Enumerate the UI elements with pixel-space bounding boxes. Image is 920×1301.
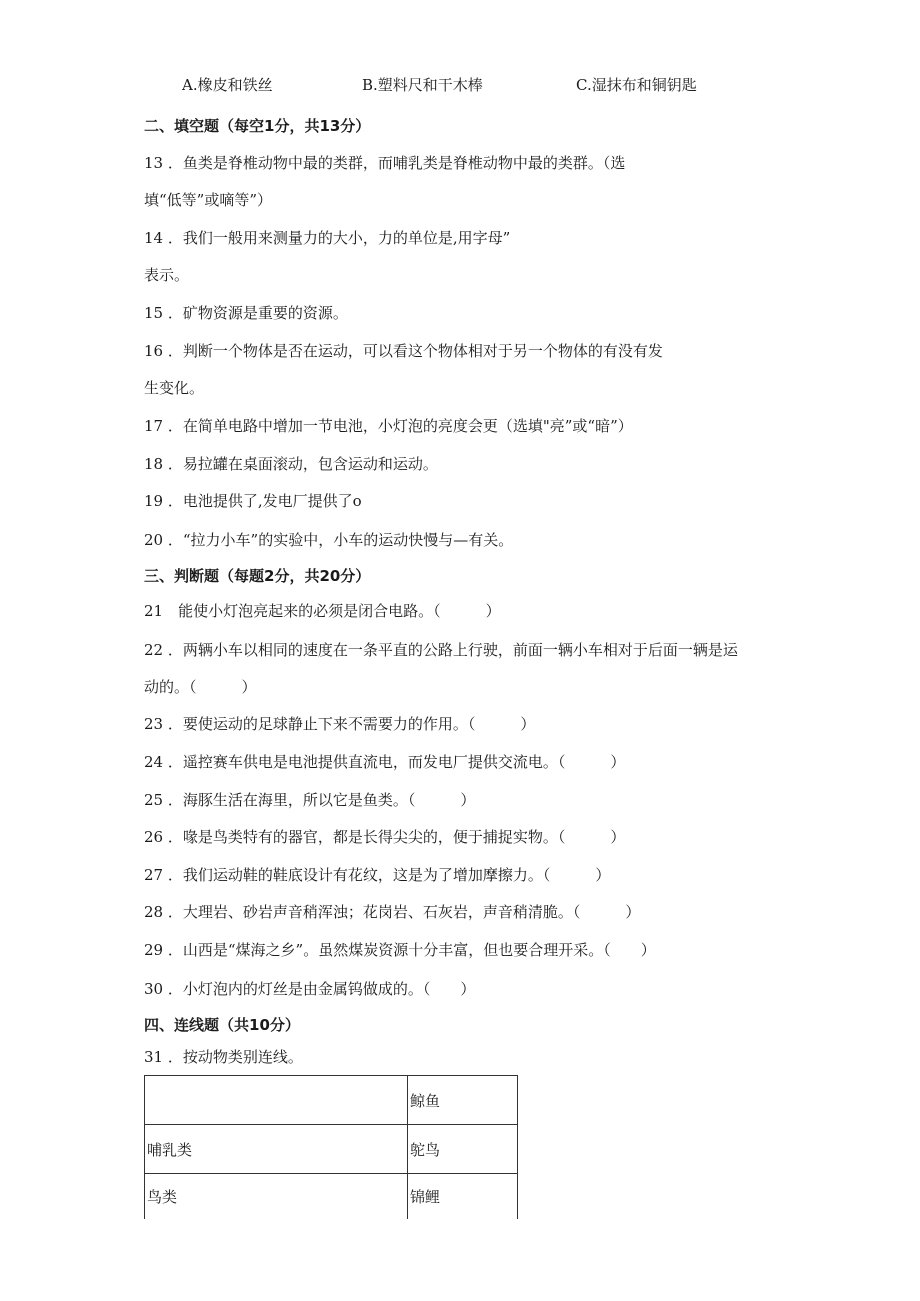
question-22-line-1: 22 ．两辆小车以相同的速度在一条平直的公路上行驶，前面一辆小车相对于后面一辆是运 xyxy=(144,641,738,659)
question-19: 19 ．电池提供了,发电厂提供了o xyxy=(144,492,362,510)
table-cell: 鲸鱼 xyxy=(408,1076,518,1125)
question-21: 21 能使小灯泡亮起来的必须是闭合电路。（ ） xyxy=(144,602,501,620)
question-18: 18 ．易拉罐在桌面滚动，包含运动和运动。 xyxy=(144,455,438,473)
section-fill-heading: 二、填空题（每空1分，共13分） xyxy=(144,117,371,135)
question-23: 23 ．要使运动的足球静止下来不需要力的作用。（ ） xyxy=(144,715,536,733)
question-31: 31 ．按动物类别连线。 xyxy=(144,1048,303,1066)
option-b: B.塑料尺和干木棒 xyxy=(362,76,483,94)
question-22-line-2: 动的。（ ） xyxy=(144,678,257,696)
question-27: 27 ．我们运动鞋的鞋底设计有花纹，这是为了增加摩擦力。（ ） xyxy=(144,866,611,884)
question-26: 26 ．喙是鸟类特有的器官，都是长得尖尖的，便于捕捉实物。（ ） xyxy=(144,828,626,846)
table-cell: 锦鲤 xyxy=(408,1174,518,1220)
table-row xyxy=(145,1174,518,1220)
table-cell xyxy=(145,1076,408,1125)
question-15: 15 ．矿物资源是重要的资源。 xyxy=(144,304,348,322)
question-30: 30 ．小灯泡内的灯丝是由金属钨做成的。（ ） xyxy=(144,980,476,998)
question-14-line-1: 14 ．我们一般用来测量力的大小，力的单位是,用字母” xyxy=(144,229,511,247)
question-16-line-1: 16 ．判断一个物体是否在运动，可以看这个物体相对于另一个物体的有没有发 xyxy=(144,342,663,360)
section-match-heading: 四、连线题（共10分） xyxy=(144,1016,300,1034)
table-cell: 哺乳类 xyxy=(145,1125,408,1174)
matching-table xyxy=(144,1075,518,1219)
question-29: 29 ．山西是“煤海之乡”。虽然煤炭资源十分丰富，但也要合理开采。（ ） xyxy=(144,941,656,959)
question-25: 25 ．海豚生活在海里，所以它是鱼类。（ ） xyxy=(144,791,476,809)
table-row xyxy=(145,1076,518,1125)
question-14-line-2: 表示。 xyxy=(144,266,190,284)
option-a: A.橡皮和铁丝 xyxy=(182,76,273,94)
question-17: 17 ．在简单电路中增加一节电池，小灯泡的亮度会更（选填"亮”或“暗”） xyxy=(144,417,633,435)
table-row xyxy=(145,1125,518,1174)
question-13-line-2: 填“低等”或嘀等”） xyxy=(144,191,273,209)
question-28: 28 ．大理岩、砂岩声音稍浑浊；花岗岩、石灰岩，声音稍清脆。（ ） xyxy=(144,903,641,921)
section-judge-heading: 三、判断题（每题2分，共20分） xyxy=(144,567,371,585)
question-24: 24 ．遥控赛车供电是电池提供直流电，而发电厂提供交流电。（ ） xyxy=(144,753,626,771)
option-c: C.湿抹布和铜钥匙 xyxy=(576,76,697,94)
table-cell: 鸵鸟 xyxy=(408,1125,518,1174)
question-20: 20 ．“拉力小车”的实验中，小车的运动快慢与—有关。 xyxy=(144,531,514,549)
question-13-line-1: 13 ．鱼类是脊椎动物中最的类群，而哺乳类是脊椎动物中最的类群。（选 xyxy=(144,154,626,172)
table-cell: 鸟类 xyxy=(145,1174,408,1220)
question-16-line-2: 生变化。 xyxy=(144,379,205,397)
